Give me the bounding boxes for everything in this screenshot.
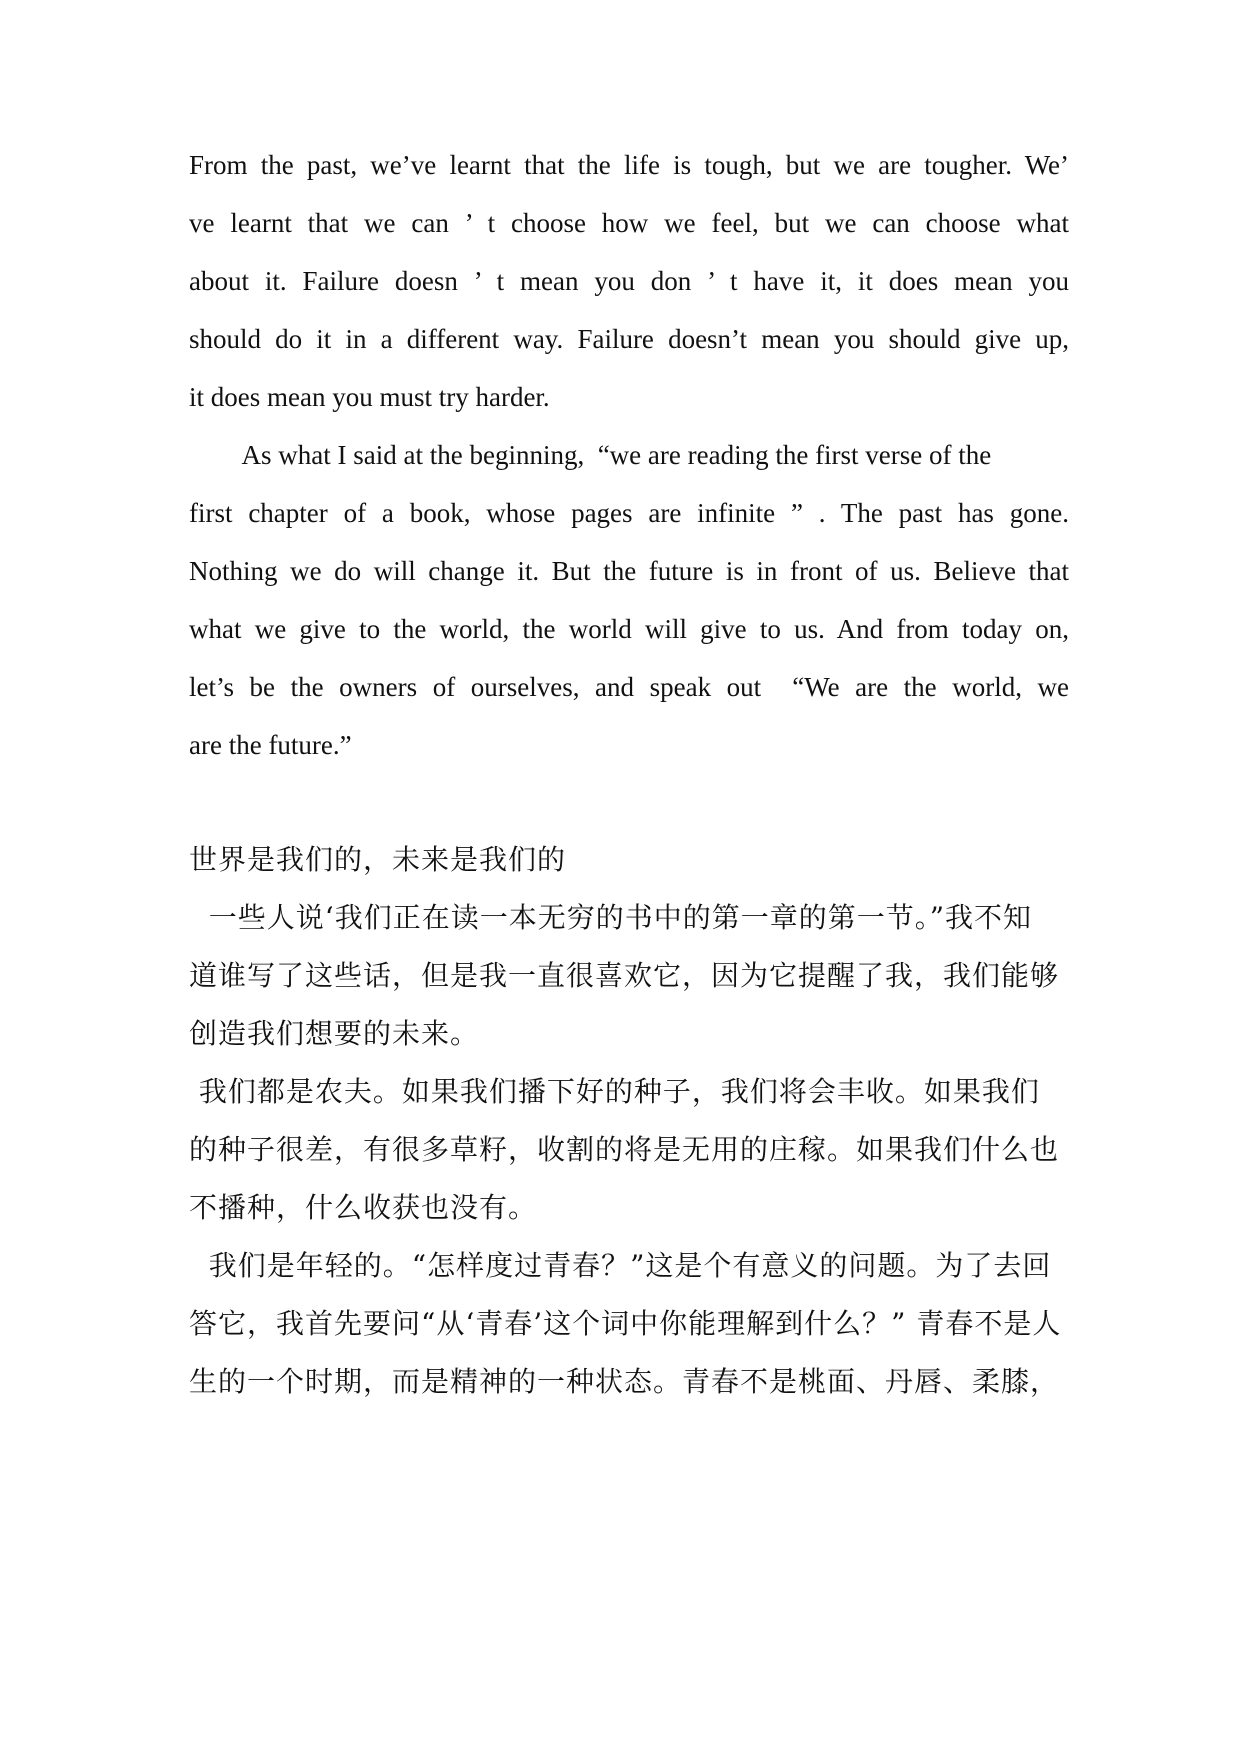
text-line: 道谁写了这些话，但是我一直很喜欢它，因为它提醒了我，我们能够 (189, 959, 1060, 992)
text-line: about it. Failure doesn ’ t mean you don ’ t have it, it does mean you (189, 266, 1069, 296)
text-line: 的种子很差，有很多草籽，收割的将是无用的庄稼。如果我们什么也 (189, 1133, 1060, 1166)
text-line: should do it in a different way. Failure doesn’t mean you should give up, (189, 324, 1069, 354)
text-line: From the past, we’ve learnt that the life is tough, but we are tougher. We’ (189, 150, 1069, 180)
text-line: are the future.” (189, 730, 352, 760)
text-line: what we give to the world, the world will give to us. And from today on, (189, 614, 1069, 644)
text-line: 我们都是农夫。如果我们播下好的种子，我们将会丰收。如果我们 (189, 1075, 1040, 1108)
text-line: it does mean you must try harder. (189, 382, 550, 412)
text-line: 我们是年轻的。“怎样度过青春？”这是个有意义的问题。为了去回 (189, 1249, 1052, 1282)
text-line: Nothing we do will change it. But the future is in front of us. Believe that (189, 556, 1069, 586)
text-line: 生的一个时期，而是精神的一种状态。青春不是桃面、丹唇、柔膝， (189, 1365, 1060, 1398)
text-line: 答它，我首先要问“从‘青春’这个词中你能理解到什么？” 青春不是人 (189, 1307, 1062, 1340)
text-line: ve learnt that we can ’ t choose how we feel, but we can choose what (189, 208, 1069, 238)
text-line: let’s be the owners of ourselves, and speak out “We are the world, we (189, 672, 1069, 702)
text-line: 一些人说‘我们正在读一本无穷的书中的第一章的第一节。”我不知 (189, 901, 1033, 934)
text-line: first chapter of a book, whose pages are infinite ” . The past has gone. (189, 498, 1069, 528)
text-line: 不播种，什么收获也没有。 (189, 1191, 538, 1224)
text-line: As what I said at the beginning, “we are reading the first verse of the (189, 440, 992, 470)
chinese-title: 世界是我们的，未来是我们的 (189, 843, 567, 876)
text-line: 创造我们想要的未来。 (189, 1017, 480, 1050)
